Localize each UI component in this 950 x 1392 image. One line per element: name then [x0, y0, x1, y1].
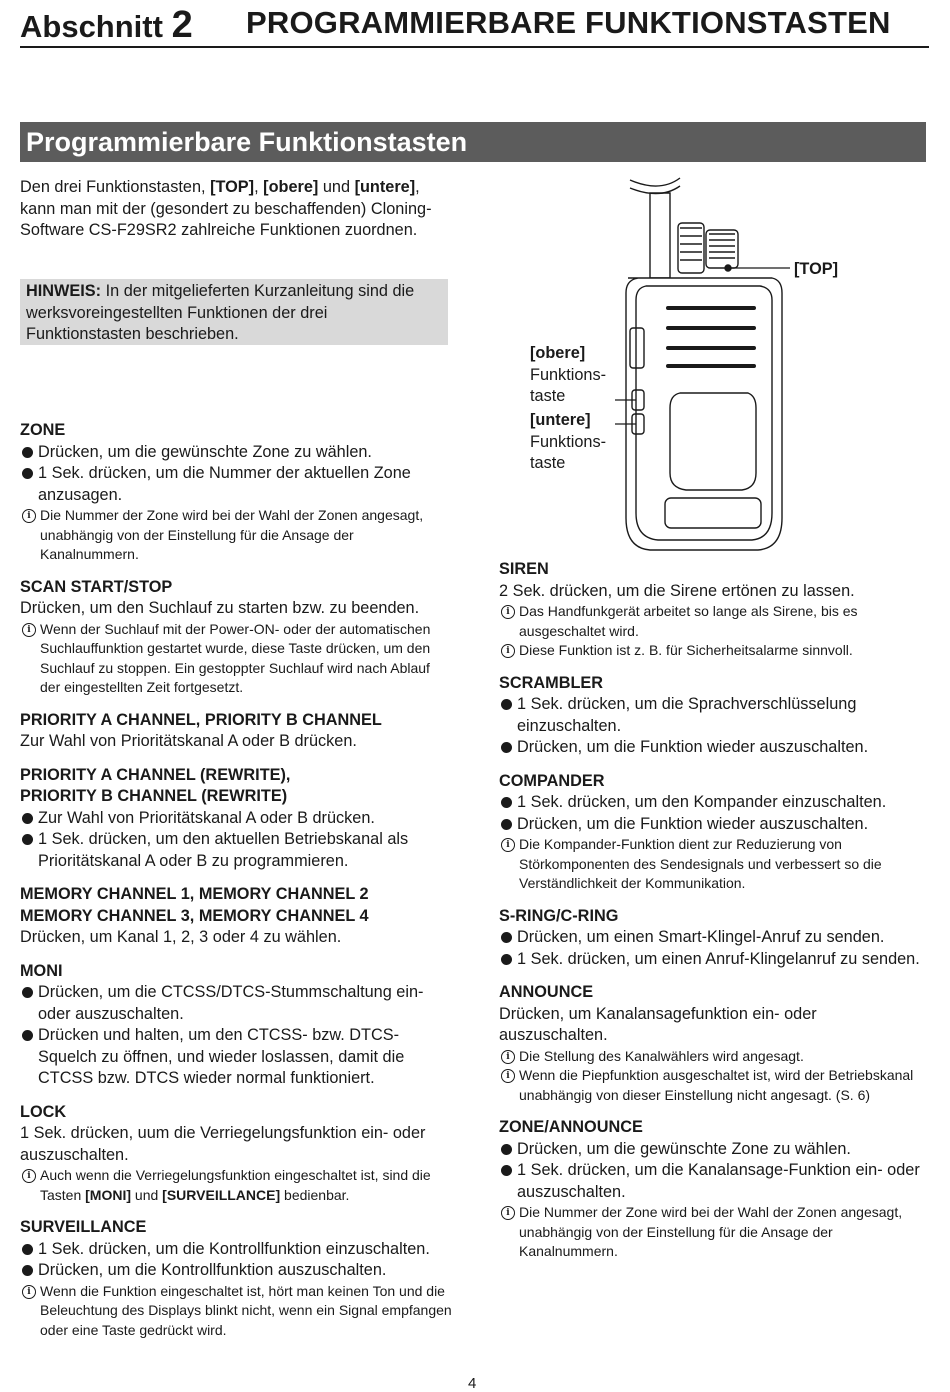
section-surveillance	[20, 1217, 452, 1340]
section-zone-announce	[499, 1117, 925, 1262]
bullet-item: Drücken, um einen Smart-Klingel-Anruf zu senden.	[499, 927, 925, 949]
info-note	[499, 641, 925, 661]
intro-sep: und	[318, 178, 355, 196]
heading-announce: ANNOUNCE	[499, 983, 594, 1001]
label-untere-key	[530, 410, 606, 475]
page-number: 4	[468, 1375, 477, 1392]
bullet-item: 1 Sek. drücken, um die Kanalansage-Funktion ein- oder auszuschalten.	[499, 1160, 925, 1203]
label-untere-text: Funktions-	[530, 432, 607, 451]
info-note	[20, 1166, 452, 1205]
section-priority-rewrite	[20, 765, 452, 873]
heading-scan: SCAN START/STOP	[20, 577, 173, 596]
section-scrambler	[499, 673, 925, 759]
label-obere-text: taste	[530, 387, 566, 405]
key-top: [TOP]	[210, 178, 255, 196]
heading-zone-announce: ZONE/ANNOUNCE	[499, 1118, 643, 1136]
heading-scrambler: SCRAMBLER	[499, 673, 604, 692]
bullet-item: 1 Sek. drücken, um die Sprachverschlüsselung einzuschalten.	[499, 694, 925, 737]
info-text: Wenn die Piepfunktion ausgeschaltet ist, wird der Betriebskanal unabhängig von dieser Einstellung nicht angesagt. (S. 6)	[519, 1067, 914, 1103]
bullet-item: Drücken, um die Funktion wieder auszuschalten.	[499, 814, 925, 836]
info-icon: i	[22, 509, 36, 523]
right-column	[499, 559, 925, 1262]
section-label	[20, 4, 193, 47]
body-text: 1 Sek. drücken, uum die Verriegelungsfunktion ein- oder auszuschalten.	[20, 1124, 426, 1164]
info-icon: i	[22, 623, 36, 637]
info-icon: i	[501, 1206, 515, 1220]
body-text: 2 Sek. drücken, um die Sirene ertönen zu lassen.	[499, 581, 855, 600]
bullet-item: Zur Wahl von Prioritätskanal A oder B drücken.	[20, 808, 452, 830]
note-label: HINWEIS:	[26, 282, 102, 300]
info-icon: i	[501, 838, 515, 852]
chapter-banner: Programmierbare Funktionstasten	[20, 122, 926, 162]
info-icon: i	[501, 1050, 515, 1064]
body-text: Zur Wahl von Prioritätskanal A oder B drücken.	[20, 732, 357, 750]
info-text: Die Nummer der Zone wird bei der Wahl der Zonen angesagt, unabhängig von der Einstellung für die Ansage der Kanalnummern.	[519, 1204, 903, 1259]
bullet-item: 1 Sek. drücken, um den Kompander einzuschalten.	[499, 792, 925, 814]
section-title: PROGRAMMIERBARE FUNKTIONSTASTEN	[246, 5, 891, 40]
info-icon: i	[22, 1285, 36, 1299]
key-surveillance: [SURVEILLANCE]	[162, 1186, 281, 1203]
key-obere: [obere]	[263, 178, 319, 196]
section-lock	[20, 1102, 452, 1206]
info-text: Die Stellung des Kanalwählers wird angesagt.	[519, 1047, 804, 1064]
label-untere-key-name: [untere]	[530, 411, 591, 429]
info-note	[499, 1066, 925, 1105]
bullet-item: 1 Sek. drücken, um die Nummer der aktuellen Zone anzusagen.	[20, 463, 452, 506]
info-text: Die Kompander-Funktion dient zur Reduzierung von Störkomponenten des Sendesignals und verbessert so die Verständlichkeit der Kommunikation.	[519, 836, 882, 891]
bullet-item: Drücken, um die CTCSS/DTCS-Stummschaltung ein- oder auszuschalten.	[20, 982, 452, 1025]
info-text: Die Nummer der Zone wird bei der Wahl der Zonen angesagt, unabhängig von der Einstellung für die Ansage der Kanalnummern.	[40, 507, 424, 562]
bullet-item: Drücken, um die gewünschte Zone zu wählen.	[499, 1139, 925, 1161]
section-memory	[20, 884, 452, 949]
label-obere-key-name: [obere]	[530, 344, 586, 362]
info-icon: i	[501, 1069, 515, 1083]
section-siren	[499, 559, 925, 661]
section-zone	[20, 420, 452, 565]
key-moni: [MONI]	[85, 1186, 132, 1203]
section-moni	[20, 961, 452, 1090]
bullet-item: Drücken, um die Funktion wieder auszuschalten.	[499, 737, 925, 759]
label-obere-text: Funktions-	[530, 365, 607, 384]
bullet-item: 1 Sek. drücken, um die Kontrollfunktion einzuschalten.	[20, 1239, 452, 1261]
heading-surveillance: SURVEILLANCE	[20, 1218, 147, 1236]
heading-lock: LOCK	[20, 1102, 67, 1121]
section-number: 2	[171, 4, 193, 46]
section-s-ring	[499, 906, 925, 971]
heading-compander: COMPANDER	[499, 771, 605, 790]
intro-paragraph	[20, 177, 450, 242]
info-text: Diese Funktion ist z. B. für Sicherheitsalarme sinnvoll.	[519, 642, 853, 658]
section-scan	[20, 577, 452, 698]
key-untere: [untere]	[354, 178, 416, 196]
bullet-item: Drücken, um die Kontrollfunktion auszuschalten.	[20, 1260, 452, 1282]
body-text: Drücken, um Kanalansagefunktion ein- oder auszuschalten.	[499, 1004, 817, 1044]
page-header	[20, 0, 929, 48]
heading-s-ring: S-RING/C-RING	[499, 906, 619, 925]
label-untere-text: taste	[530, 454, 566, 472]
info-text: Wenn der Suchlauf mit der Power-ON- oder der automatischen Suchlauffunktion gestartet wurde, diese Taste drücken, um den Suchlauf zu stoppen. Ein gestoppter Suchlauf wird nach Ablauf der eingestellten Zeit fortgesetzt.	[40, 620, 431, 695]
note-box	[20, 279, 448, 345]
info-note	[20, 1282, 452, 1341]
section-priority	[20, 710, 452, 753]
info-note	[499, 1203, 925, 1262]
heading-siren: SIREN	[499, 560, 549, 578]
info-text: bedienbar.	[280, 1186, 350, 1203]
info-icon: i	[22, 1169, 36, 1183]
bullet-item: 1 Sek. drücken, um den aktuellen Betriebskanal als Prioritätskanal A oder B zu programmieren.	[20, 829, 452, 872]
bullet-item: Drücken und halten, um den CTCSS- bzw. DTCS-Squelch zu öffnen, und wieder loslassen, damit die CTCSS bzw. DTCS wieder normal funktioniert.	[20, 1025, 452, 1090]
bullet-item: Drücken, um die gewünschte Zone zu wählen.	[20, 442, 452, 464]
heading-moni: MONI	[20, 961, 63, 980]
note-text: In der mitgelieferten Kurzanleitung sind die werksvoreingestellten Funktionen der drei Funktionstasten beschrieben.	[26, 282, 415, 343]
info-note	[499, 835, 925, 894]
info-text: und	[131, 1186, 163, 1203]
bullet-item: 1 Sek. drücken, um einen Anruf-Klingelanruf zu senden.	[499, 949, 925, 971]
intro-text: , kann man mit der (gesondert zu beschaffenden) Cloning-Software CS-F29SR2 zahlreiche Funktionen zuordnen.	[20, 178, 432, 239]
heading-priority: PRIORITY A CHANNEL, PRIORITY B CHANNEL	[20, 710, 382, 729]
intro-sep: ,	[254, 178, 264, 196]
info-note	[499, 602, 925, 641]
heading-memory: MEMORY CHANNEL 1, MEMORY CHANNEL 2	[20, 885, 369, 903]
info-note	[499, 1047, 925, 1067]
info-text: Wenn die Funktion eingeschaltet ist, hört man keinen Ton und die Beleuchtung des Displays blinkt nicht, wenn ein Signal empfangen oder eine Taste gedrückt wird.	[40, 1282, 452, 1338]
heading-priority-rewrite: PRIORITY B CHANNEL (REWRITE)	[20, 787, 288, 805]
section-compander	[499, 771, 925, 894]
info-icon: i	[501, 605, 515, 619]
info-note	[20, 506, 452, 565]
section-word: Abschnitt	[20, 9, 163, 44]
left-column	[20, 420, 452, 1340]
label-top-key: [TOP]	[794, 260, 839, 278]
info-text: Das Handfunkgerät arbeitet so lange als Sirene, bis es ausgeschaltet wird.	[519, 603, 858, 639]
heading-memory: MEMORY CHANNEL 3, MEMORY CHANNEL 4	[20, 906, 369, 925]
label-obere-key	[530, 343, 606, 408]
body-text: Drücken, um den Suchlauf zu starten bzw. zu beenden.	[20, 599, 420, 617]
info-icon: i	[501, 644, 515, 658]
info-text: Auch wenn die Verriegelungsfunktion eingeschaltet ist, sind die Tasten	[40, 1167, 431, 1203]
heading-priority-rewrite: PRIORITY A CHANNEL (REWRITE),	[20, 765, 291, 784]
info-note	[20, 620, 452, 698]
body-text: Drücken, um Kanal 1, 2, 3 oder 4 zu wählen.	[20, 928, 342, 946]
intro-text: Den drei Funktionstasten,	[20, 178, 211, 196]
heading-zone: ZONE	[20, 421, 66, 439]
section-announce	[499, 982, 925, 1105]
